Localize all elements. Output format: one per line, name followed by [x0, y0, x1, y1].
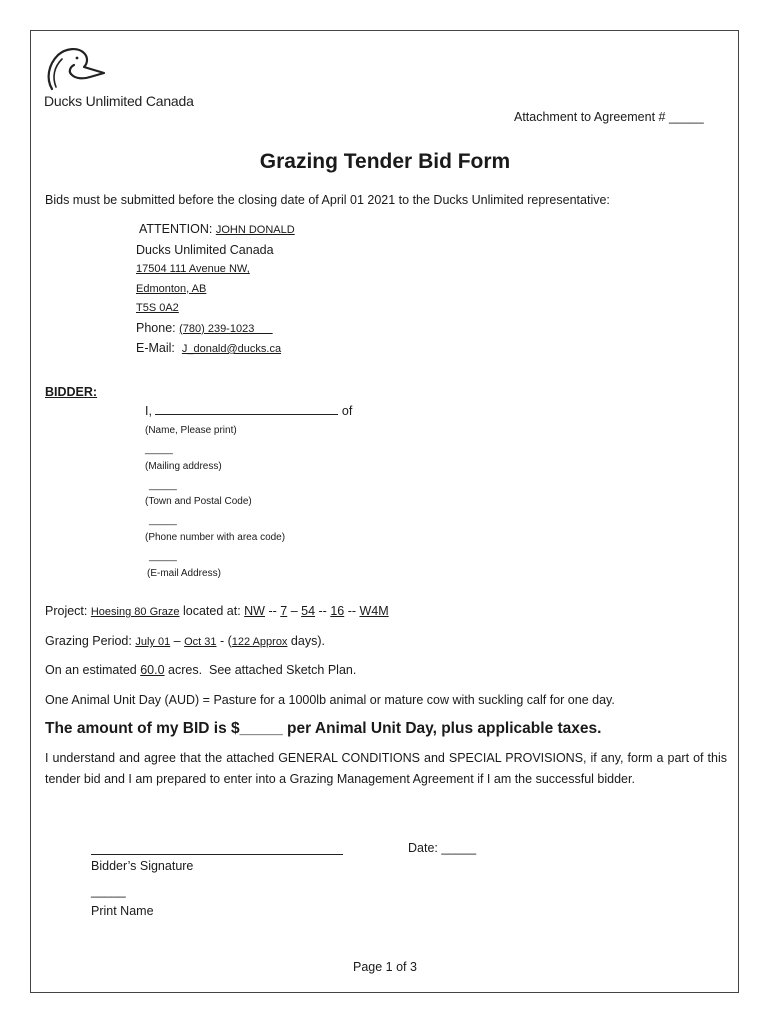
acres-suffix: acres. See attached Sketch Plan. — [164, 663, 357, 677]
project-v2: 54 — [301, 604, 316, 618]
address-city: Edmonton, AB — [136, 282, 207, 295]
email-label: E-Mail: — [136, 341, 182, 355]
email-value: J_donald@ducks.ca — [181, 343, 282, 355]
phone-field[interactable]: _____ — [149, 515, 177, 526]
page-title: Grazing Tender Bid Form — [259, 150, 511, 173]
address-postal: T5S 0A2 — [136, 302, 179, 314]
project-v3: 16 — [330, 604, 345, 618]
aud-definition: One Animal Unit Day (AUD) = Pasture for a 1000lb animal or mature cow with suckling calf for one day. — [45, 693, 615, 707]
grazing-label: Grazing Period: — [45, 634, 136, 648]
project-line — [45, 604, 389, 618]
project-sep2: – — [287, 604, 302, 618]
attachment-label: Attachment to Agreement # _____ — [514, 110, 704, 124]
acres-value: 60.0 — [140, 663, 165, 677]
acres-prefix: On an estimated — [45, 663, 141, 677]
town-field[interactable]: _____ — [149, 480, 177, 491]
project-sep: -- — [264, 604, 281, 618]
date-label: Date: _____ — [408, 841, 477, 855]
name-prefix: I, — [145, 404, 156, 418]
mailing-caption: (Mailing address) — [145, 461, 222, 472]
signature-line[interactable] — [91, 840, 343, 855]
grazing-tail: days). — [287, 634, 325, 648]
bidder-heading: BIDDER: — [45, 385, 98, 399]
page-number: Page 1 of 3 — [353, 960, 417, 974]
project-sep-3: -- — [315, 604, 331, 618]
project-nw: NW — [244, 604, 265, 618]
address-org: Ducks Unlimited Canada — [136, 242, 274, 257]
project-located: located at: — [179, 604, 245, 618]
grazing-dash: – — [170, 634, 185, 648]
intro-text: Bids must be submitted before the closing date of April 01 2021 to the Ducks Unlimited representative: — [45, 193, 610, 207]
phone-label: Phone: — [136, 320, 180, 335]
project-v4: W4M — [359, 604, 389, 618]
signature-label: Bidder’s Signature — [91, 859, 194, 873]
project-label: Project: — [45, 604, 91, 618]
town-caption: (Town and Postal Code) — [145, 496, 252, 507]
phone-caption: (Phone number with area code) — [145, 532, 286, 543]
address-block — [136, 220, 295, 360]
attention-name: JOHN DONALD — [215, 224, 295, 236]
grazing-end: Oct 31 — [184, 636, 217, 648]
grazing-period-line — [45, 634, 325, 648]
org-logo-text: Ducks Unlimited Canada — [44, 93, 194, 109]
print-name-label: Print Name — [91, 904, 154, 918]
name-suffix: of — [338, 404, 353, 418]
grazing-start: July 01 — [135, 636, 171, 648]
phone-value: (780) 239-1023 — [179, 322, 273, 335]
mailing-field[interactable]: _____ — [145, 444, 173, 455]
duck-logo-icon — [44, 45, 114, 93]
acres-line — [45, 663, 356, 677]
bid-statement: The amount of my BID is $_____ per Animal Unit Day, plus applicable taxes. — [45, 720, 602, 737]
bidder-name-line — [145, 404, 352, 418]
address-street: 17504 111 Avenue NW, — [136, 263, 250, 275]
project-name: Hoesing 80 Graze — [90, 606, 180, 618]
email-field[interactable]: _____ — [149, 551, 177, 562]
agreement-paragraph: I understand and agree that the attached GENERAL CONDITIONS and SPECIAL PROVISIONS, if any, form a part of this tender bid and I am prepared to enter into a Grazing Management Agreement if I am the successful bidder. — [45, 751, 727, 786]
grazing-mid: - ( — [216, 634, 232, 648]
name-field[interactable] — [155, 414, 338, 415]
project-sep-4: -- — [344, 604, 360, 618]
email-caption: (E-mail Address) — [147, 568, 221, 579]
grazing-days: 122 Approx — [231, 636, 288, 648]
name-caption: (Name, Please print) — [145, 425, 237, 436]
print-name-field[interactable]: _____ — [91, 884, 126, 898]
attention-label: ATTENTION: — [139, 222, 216, 236]
project-v1: 7 — [280, 604, 288, 618]
